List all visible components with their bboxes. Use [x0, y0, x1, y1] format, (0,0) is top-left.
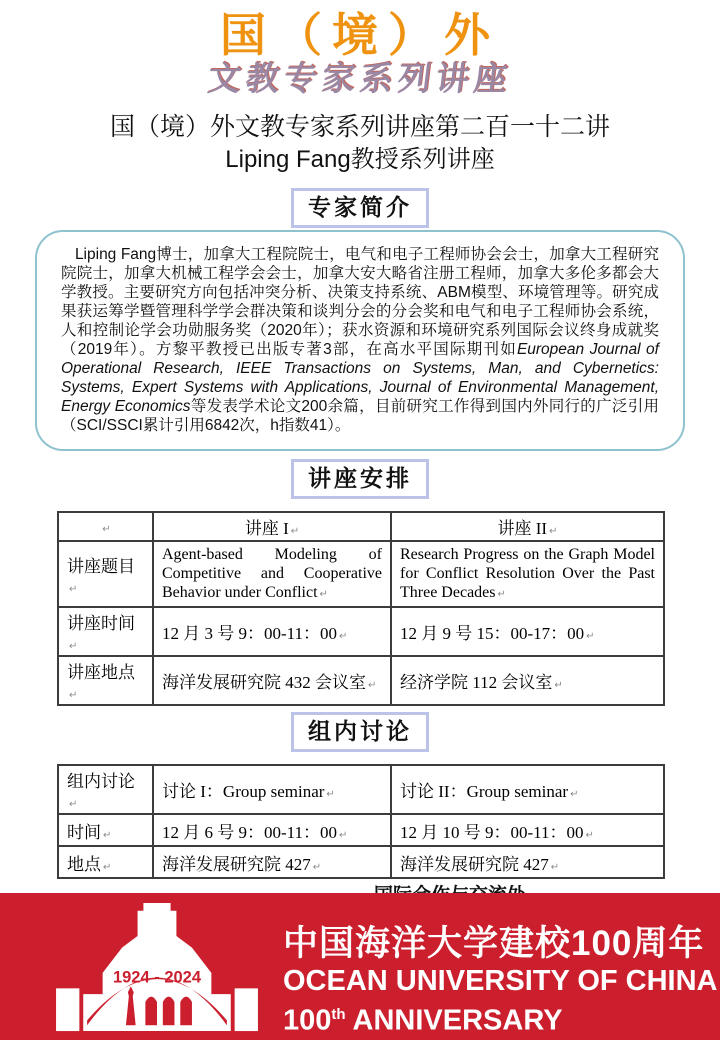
bio-text-part1: Liping Fang博士，加拿大工程院院士，电气和电子工程师协会会士，加拿大工程研究院院士，加拿大机械工程学会会士，加拿大安大略省注册工程师，加拿大多伦多都会大学教授。主要研究方向包括冲突分析、决策支持系统、ABM模型、环境管理等。研究成果获运筹学暨管理科学学会群决策和谈判分会的分会奖和电气和电子工程师协会系统，人和控制论学会功勋服务奖（2020年）；获水资源和环境研究系列国际会议终身成就奖（2019年）。方黎平教授已出版专著3部，在高水平国际期刊如	[61, 246, 659, 358]
paragraph-mark: ↵	[368, 680, 377, 691]
discussion1-place: 海洋发展研究院 427 ↵	[153, 846, 391, 878]
discussion1-name: 讨论 I：Group seminar ↵	[153, 765, 391, 814]
paragraph-mark: ↵	[554, 680, 563, 691]
paragraph-mark: ↵	[326, 789, 335, 800]
paragraph-mark: ↵	[103, 829, 112, 841]
discussion-row-label-time: 时间 ↵	[58, 814, 153, 846]
bio-text-part2: 等发表学术论文200余篇，目前研究工作得到国内外同行的广泛引用（SCI/SSCI累计引用6842次，h指数41）。	[61, 398, 659, 434]
series-logo-line2: 文教专家系列讲座	[205, 60, 515, 97]
speaker-series-title	[0, 144, 720, 176]
paragraph-mark: ↵	[312, 861, 322, 873]
schedule-header-lecture2: 讲座 II ↵	[391, 512, 664, 541]
paragraph-mark: ↵	[319, 588, 328, 600]
anniversary-word: ANNIVERSARY	[345, 1004, 563, 1037]
table-row	[58, 846, 664, 878]
paragraph-mark: ↵	[69, 799, 78, 810]
speaker-name: Liping Fang	[225, 146, 351, 173]
lecture-series-title: 国（境）外文教专家系列讲座第二百一十二讲	[109, 114, 610, 141]
paragraph-mark: ↵	[497, 588, 506, 600]
schedule-row-label-topic: 讲座题目↵	[58, 541, 153, 607]
lecture1-place: 海洋发展研究院 432 会议室 ↵	[153, 656, 391, 705]
lecture1-topic: Agent-based Modeling of Competitive and Cooperative Behavior under Conflict ↵	[153, 541, 391, 607]
series-logo	[0, 0, 720, 98]
paragraph-mark: ↵	[69, 583, 78, 595]
lecture1-time: 12 月 3 号 9：00-11：00 ↵	[153, 607, 391, 656]
lecture2-topic: Research Progress on the Graph Model for Conflict Resolution Over the Past Three Decades ↵	[391, 541, 664, 607]
paragraph-mark: ↵	[339, 829, 348, 841]
anniversary-en-line2	[283, 998, 718, 1038]
schedule-row-label-time: 讲座时间↵	[58, 607, 153, 656]
speaker-title-suffix: 教授系列讲座	[350, 147, 495, 173]
paragraph-mark: ↵	[585, 829, 594, 841]
paragraph-mark: ↵	[69, 641, 78, 652]
university-centennial-logo-icon	[50, 901, 264, 1033]
anniversary-text-block	[283, 923, 718, 1038]
table-row	[58, 656, 664, 705]
discussion1-time: 12 月 6 号 9：00-11：00 ↵	[153, 814, 391, 846]
expert-bio-box	[35, 230, 685, 451]
logo-years-label: 1924 - 2024	[112, 968, 202, 987]
schedule-header-empty	[58, 512, 153, 541]
section-badge-expert-intro: 专家简介	[291, 188, 429, 228]
group-discussion-table	[57, 764, 665, 879]
table-row	[58, 512, 664, 541]
table-row	[58, 765, 664, 814]
discussion2-place: 海洋发展研究院 427 ↵	[391, 846, 664, 878]
discussion-row-label: 组内讨论↵	[58, 765, 153, 814]
section-badge-group-discussion: 组内讨论	[291, 712, 429, 752]
anniversary-banner	[0, 893, 720, 1040]
paragraph-mark: ↵	[339, 631, 348, 642]
paragraph-mark: ↵	[570, 789, 579, 800]
series-logo-line1: 国（境）外	[220, 9, 500, 61]
anniversary-ordinal: th	[331, 1006, 346, 1023]
discussion2-name: 讨论 II：Group seminar ↵	[391, 765, 664, 814]
bio-journal-list: European Journal of Operational Research, IEEE Transactions on Systems, Man, and Cybernetics: Systems, Expert Systems with Applications, Journal of Environmental Management, Energy Economics	[61, 341, 659, 415]
table-row	[58, 607, 664, 656]
anniversary-number: 100	[283, 1004, 332, 1037]
paragraph-mark: ↵	[550, 861, 560, 873]
anniversary-en-line1: OCEAN UNIVERSITY OF CHINA	[283, 965, 718, 997]
paragraph-mark: ↵	[586, 631, 595, 642]
section-badge-lecture-schedule: 讲座安排	[291, 459, 429, 499]
paragraph-mark: ↵	[290, 526, 300, 537]
table-row	[58, 814, 664, 846]
schedule-row-label-place: 讲座地点↵	[58, 656, 153, 705]
schedule-header-lecture1: 讲座 I ↵	[153, 512, 391, 541]
lecture2-place: 经济学院 112 会议室 ↵	[391, 656, 664, 705]
discussion2-time: 12 月 10 号 9：00-11：00 ↵	[391, 814, 664, 846]
paragraph-mark: ↵	[549, 526, 558, 537]
table-row	[58, 541, 664, 607]
lecture2-time: 12 月 9 号 15：00-17：00 ↵	[391, 607, 664, 656]
paragraph-mark: ↵	[69, 690, 78, 701]
lecture-schedule-table	[57, 511, 665, 706]
discussion-row-label-place: 地点 ↵	[58, 846, 153, 878]
anniversary-cn-line: 中国海洋大学建校100周年	[283, 924, 705, 963]
paragraph-mark: ↵	[103, 861, 112, 873]
paragraph-mark: ↵	[102, 523, 111, 535]
